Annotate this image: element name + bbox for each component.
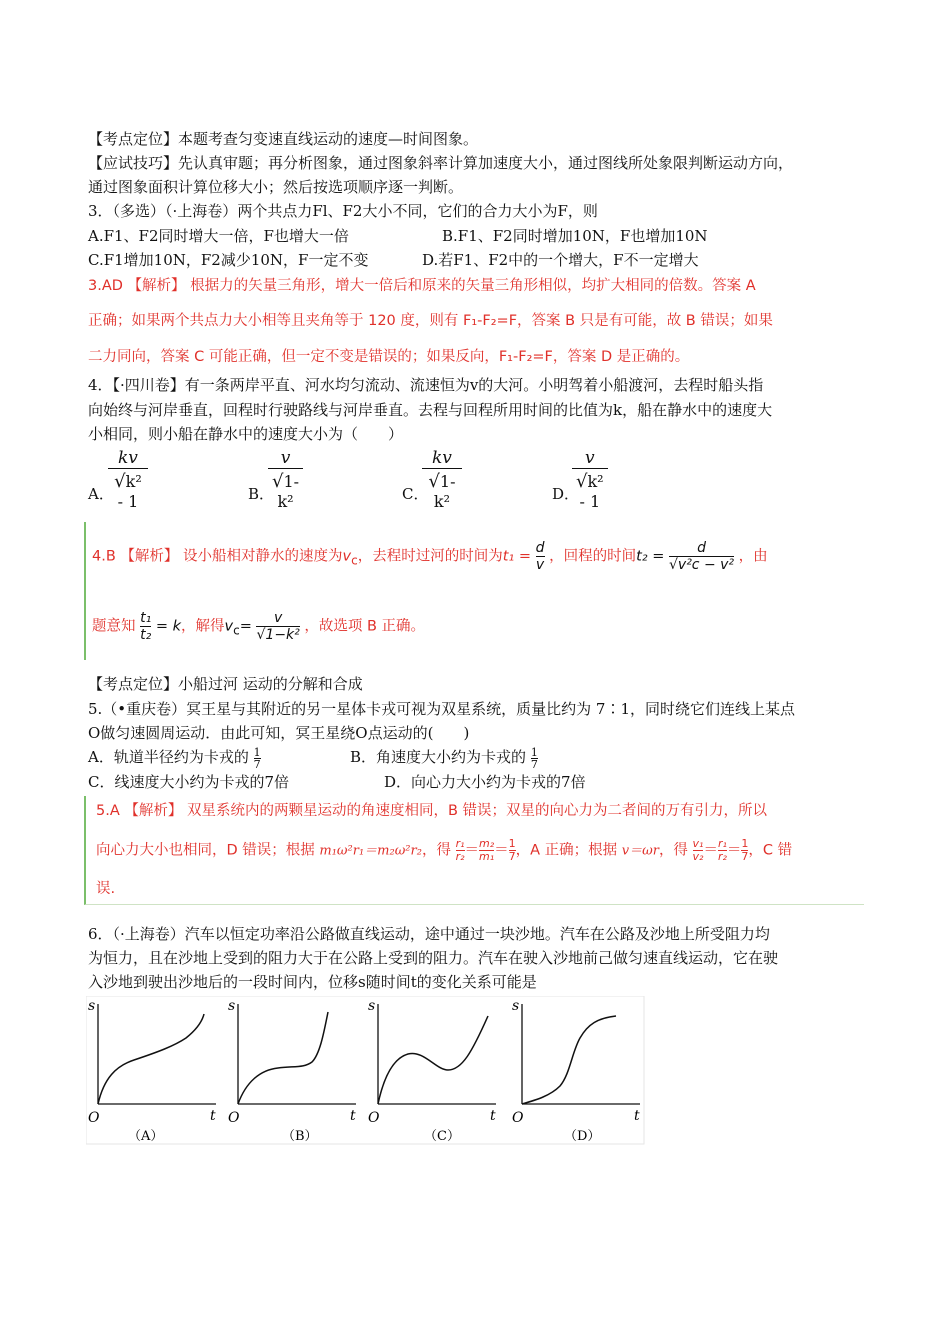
origin-label: O	[88, 1110, 100, 1126]
s-t-graphs	[86, 996, 646, 1146]
graph-caption: （A）	[128, 1129, 164, 1144]
y-axis-label: s	[512, 998, 520, 1014]
question-3: 3．（多选）（·上海卷）两个共点力Fl、F2大小不同，它们的合力大小为F，则	[88, 202, 598, 220]
formula: $\frac{kv}{\text{√k² - 1}}$	[108, 448, 148, 511]
question-5: 5.（•重庆卷）冥王星与其附近的另一星体卡戎可视为双星系统，质量比约为 7∶1，同时绕它们连线上某点	[88, 700, 796, 718]
formula: $\frac{v}{\text{√1- k²}}$	[268, 448, 303, 511]
answer-5-line: 5.A 【解析】 双星系统内的两颗星运动的角速度相同，B 错误；双星的向心力为二者间的万有引力，所以	[96, 803, 768, 819]
x-axis-label: t	[210, 1108, 216, 1124]
question-6: 入沙地到驶出沙地后的一段时间内，位移s随时间t的变化关系可能是	[88, 973, 537, 991]
graph-caption: （B）	[282, 1129, 318, 1144]
graph-b	[228, 998, 356, 1144]
x-axis-label: t	[490, 1108, 496, 1124]
formula: $\frac{kv}{\text{√1- k²}}$	[422, 448, 462, 511]
text-line: 通过图象面积计算位移大小；然后按选项顺序逐一判断。	[88, 178, 464, 196]
answer-5-line: 误.	[96, 881, 116, 897]
question-6: 6．（·上海卷）汽车以恒定功率沿公路做直线运动，途中通过一块沙地。汽车在公路及沙地上所受阻力均	[88, 925, 770, 943]
text-line: 【考点定位】本题考查匀变速直线运动的速度—时间图象。	[88, 130, 479, 148]
graph-a	[88, 998, 216, 1144]
y-axis-label: s	[368, 998, 376, 1014]
formula: $\frac{v}{\text{√k² - 1}}$	[572, 448, 608, 511]
origin-label: O	[228, 1110, 240, 1126]
answer-3-line: 正确；如果两个共点力大小相等且夹角等于 120 度，则有 F₁-F₂=F，答案 B 只是有可能，故 B 错误；如果	[88, 313, 773, 329]
origin-label: O	[512, 1110, 524, 1126]
answer-4-line: 题意知 $\frac{\text{t₁}}{\text{t₂}}$ = k，解得$v_c=$ $\frac{v}{\text{√1−k²}}$ ，故选项 B 正确。	[92, 610, 426, 643]
option-a: A．轨道半径约为卡戎的 $\frac{1}{7}$	[88, 745, 261, 771]
x-axis-label: t	[634, 1108, 640, 1124]
origin-label: O	[368, 1110, 380, 1126]
question-6: 为恒力，且在沙地上受到的阻力大于在公路上受到的阻力。汽车在驶入沙地前己做匀速直线运动，它在驶	[88, 949, 779, 967]
graphs-svg	[86, 996, 646, 1146]
graph-caption: （D）	[564, 1129, 601, 1144]
graph-b-curve	[238, 1012, 328, 1104]
question-4: 小相同，则小船在静水中的速度大小为（ ）	[88, 425, 404, 443]
option-d: D.若F1、F2中的一个增大，F不一定增大	[422, 251, 699, 269]
text-line: 【考点定位】小船过河 运动的分解和合成	[88, 675, 363, 693]
option-a: A.F1、F2同时增大一倍，F也增大一倍	[88, 227, 349, 245]
answer-3-line: 二力同向，答案 C 可能正确，但一定不变是错误的；如果反向，F₁-F₂=F，答案 D 是正确的。	[88, 349, 690, 365]
option-c: C．线速度大小约为卡戎的7倍	[88, 773, 290, 791]
answer-5-line: 向心力大小也相同，D 错误；根据 m₁ω²r₁＝m₂ω²r₂，得 $\frac{\text{r₁}}{\text{r₂}}$ ＝ $\frac{\text{m₂}}{\text{m₁}}$ ＝ $\frac{1}{7}$ ，A 正确；根据 v＝ωr，得 $\frac{\text{v₁}}{\text{v₂}}$ ＝ $\frac{\text{r₁}}{\text{r₂}}$ ＝ $\frac{1}{7}$ ，C 错	[96, 837, 793, 863]
q4-options: A． $\frac{kv}{\text{√k² - 1}}$ B． $\frac{v}{\text{√1- k²}}$ C． $\frac{kv}{\text{√1- k²}}$ D． $\frac{v}{\text{√k² - 1}}$	[88, 448, 788, 510]
option-d: D．向心力大小约为卡戎的7倍	[384, 773, 586, 791]
graph-d-curve	[522, 1016, 616, 1104]
answer-4-block	[84, 522, 86, 660]
question-4: 向始终与河岸垂直，回程时行驶路线与河岸垂直。去程与回程所用时间的比值为k，船在静水中的速度大	[88, 401, 773, 419]
y-axis-label: s	[228, 998, 236, 1014]
option-b: B．角速度大小约为卡戎的 $\frac{1}{7}$	[350, 745, 538, 771]
graph-d	[512, 998, 640, 1144]
graph-caption: （C）	[424, 1129, 460, 1144]
option-c: C.F1增加10N，F2减少10N，F一定不变	[88, 251, 369, 269]
question-5: O做匀速圆周运动．由此可知，冥王星绕O点运动的( )	[88, 724, 470, 742]
text-line: 【应试技巧】先认真审题；再分析图象，通过图象斜率计算加速度大小，通过图线所处象限判断运动方向，	[88, 154, 794, 172]
y-axis-label: s	[88, 998, 96, 1014]
graph-c	[368, 998, 496, 1144]
graph-a-curve	[98, 1014, 204, 1104]
question-4: 4．【·四川卷】有一条两岸平直、河水均匀流动、流速恒为v的大河。小明驾着小船渡河，去程时船头指	[88, 376, 764, 394]
graph-c-curve	[378, 1016, 488, 1104]
x-axis-label: t	[350, 1108, 356, 1124]
graphs-frame	[86, 996, 644, 1144]
answer-4-line: 4.B 【解析】 设小船相对静水的速度为$v_c$，去程时过河的时间为t₁ = $\frac{d}{v}$ ，回程的时间t₂ = $\frac{d}{\text{√v²c − v²}}$ ，由	[92, 540, 768, 573]
answer-3-line: 3.AD 【解析】 根据力的矢量三角形，增大一倍后和原来的矢量三角形相似，均扩大相同的倍数。答案 A	[88, 278, 756, 294]
option-b: B.F1、F2同时增加10N，F也增加10N	[442, 227, 708, 245]
